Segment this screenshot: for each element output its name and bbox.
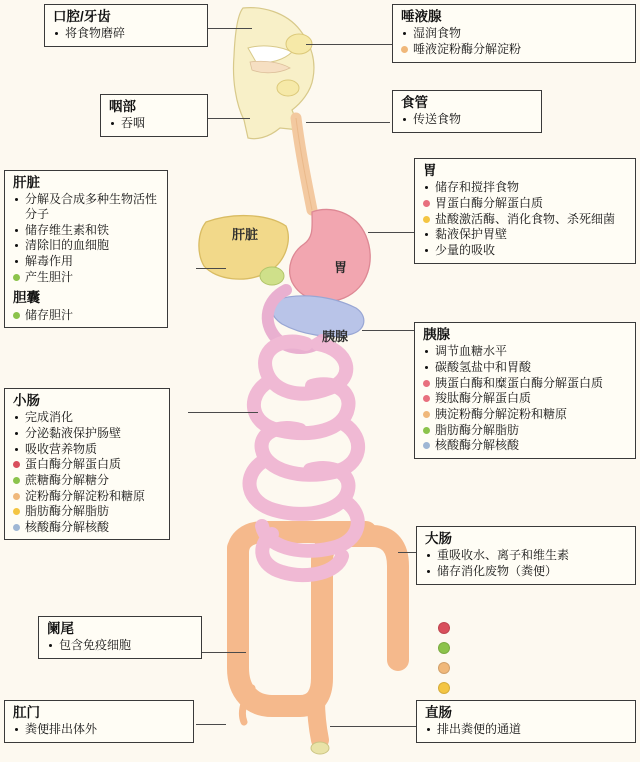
list-item bbox=[421, 391, 629, 406]
list-item bbox=[421, 227, 629, 242]
callout-small-intestine-list bbox=[11, 410, 163, 534]
bullet-dot bbox=[15, 416, 18, 419]
list-item-text: 胰蛋白酶和糜蛋白酶分解蛋白质 bbox=[435, 375, 604, 390]
callout-liver bbox=[4, 170, 168, 328]
leader-line-stomach bbox=[368, 232, 416, 233]
organ-label-pancreas: 胰腺 bbox=[322, 329, 349, 344]
bullet-dot-nucleic bbox=[13, 524, 20, 531]
list-item bbox=[421, 212, 629, 227]
list-item bbox=[399, 26, 629, 41]
callout-mouth-list bbox=[51, 26, 201, 41]
list-item-text: 解毒作用 bbox=[25, 253, 74, 268]
callout-pancreas-list bbox=[421, 344, 629, 452]
list-item-text: 湿润食物 bbox=[413, 26, 462, 41]
leader-line-pancreas bbox=[362, 330, 416, 331]
callout-rectum-title: 直肠 bbox=[425, 705, 452, 720]
callout-pharynx-list bbox=[107, 116, 201, 131]
list-item-text: 包含免疫细胞 bbox=[59, 638, 132, 653]
leader-line-esophagus bbox=[306, 122, 390, 123]
list-item bbox=[421, 438, 629, 453]
bullet-dot-protein bbox=[423, 395, 430, 402]
bullet-dot-fat bbox=[13, 508, 20, 515]
list-item bbox=[45, 638, 195, 653]
bullet-dot bbox=[425, 350, 428, 353]
callout-salivary-title: 唾液腺 bbox=[401, 9, 442, 24]
list-item bbox=[11, 270, 161, 285]
list-item bbox=[423, 722, 629, 737]
list-item-text: 完成消化 bbox=[25, 410, 74, 425]
bullet-dot-starch bbox=[423, 411, 430, 418]
legend-dot-starch-enzyme bbox=[438, 662, 450, 674]
list-item-text: 胃蛋白酶分解蛋白质 bbox=[435, 196, 544, 211]
bullet-dot bbox=[15, 244, 18, 247]
leader-line-large-intestine bbox=[398, 552, 416, 553]
organ-label-stomach: 胃 bbox=[334, 260, 348, 275]
callout-large-intestine-list bbox=[423, 548, 629, 578]
list-item bbox=[107, 116, 201, 131]
legend-dot-sugar-enzyme bbox=[438, 642, 450, 654]
list-item bbox=[11, 442, 163, 457]
leader-line-rectum bbox=[330, 726, 416, 727]
pancreas-shape bbox=[271, 296, 364, 337]
list-item-text: 脂肪酶分解脂肪 bbox=[435, 422, 520, 437]
list-item bbox=[421, 344, 629, 359]
list-item-text: 羧肽酶分解蛋白质 bbox=[435, 391, 532, 406]
leader-line-anus bbox=[196, 724, 226, 725]
callout-gallbladder-title: 胆囊 bbox=[13, 290, 40, 306]
callout-anus bbox=[4, 700, 194, 743]
list-item-text: 胰淀粉酶分解淀粉和糖原 bbox=[435, 406, 568, 421]
bullet-dot-protein bbox=[423, 380, 430, 387]
list-item bbox=[421, 196, 629, 211]
callout-pancreas bbox=[414, 322, 636, 459]
list-item bbox=[11, 504, 163, 519]
bullet-dot bbox=[427, 570, 430, 573]
bullet-dot-bile bbox=[13, 312, 20, 319]
list-item bbox=[399, 42, 629, 57]
list-item-text: 核酸酶分解核酸 bbox=[25, 519, 110, 534]
bullet-dot bbox=[427, 554, 430, 557]
list-item bbox=[11, 426, 163, 441]
list-item bbox=[11, 192, 161, 221]
list-item-text: 储存消化废物（粪便） bbox=[437, 564, 558, 579]
list-item-text: 传送食物 bbox=[413, 112, 462, 127]
callout-stomach-list bbox=[421, 180, 629, 257]
list-item bbox=[11, 520, 163, 535]
list-item bbox=[421, 407, 629, 422]
callout-pharynx bbox=[100, 94, 208, 137]
bullet-dot-starch bbox=[13, 493, 20, 500]
leader-line-mouth bbox=[208, 28, 252, 29]
list-item-text: 蔗糖酶分解糖分 bbox=[25, 472, 110, 487]
list-item-text: 淀粉酶分解淀粉和糖原 bbox=[25, 488, 146, 503]
bullet-dot-starch bbox=[401, 46, 408, 53]
list-item bbox=[11, 722, 187, 737]
list-item-text: 碳酸氢盐中和胃酸 bbox=[435, 360, 532, 375]
list-item bbox=[423, 564, 629, 579]
list-item-text: 黏液保护胃壁 bbox=[435, 227, 508, 242]
callout-large-intestine bbox=[416, 526, 636, 585]
callout-salivary-list bbox=[399, 26, 629, 56]
list-item-text: 盐酸激活酶、消化食物、杀死细菌 bbox=[435, 211, 616, 226]
list-item-text: 核酸酶分解核酸 bbox=[435, 438, 520, 453]
list-item-text: 吸收营养物质 bbox=[25, 441, 98, 456]
list-item-text: 重吸收水、离子和维生素 bbox=[437, 548, 570, 563]
list-item bbox=[399, 112, 535, 127]
bullet-dot-nucleic bbox=[423, 442, 430, 449]
list-item bbox=[51, 26, 201, 41]
bullet-dot bbox=[425, 366, 428, 369]
callout-liver-title: 肝脏 bbox=[13, 175, 40, 190]
leader-line-pharynx bbox=[208, 118, 250, 119]
organ-label-liver: 肝脏 bbox=[232, 227, 259, 242]
callout-liver-list bbox=[11, 192, 161, 284]
list-item bbox=[421, 180, 629, 195]
list-item-text: 蛋白酶分解蛋白质 bbox=[25, 457, 122, 472]
callout-stomach-title: 胃 bbox=[423, 163, 437, 178]
leader-line-appendix bbox=[202, 652, 246, 653]
bullet-dot-sugar bbox=[13, 477, 20, 484]
callout-mouth bbox=[44, 4, 208, 47]
callout-pancreas-title: 胰腺 bbox=[423, 327, 450, 342]
callout-pharynx-title: 咽部 bbox=[109, 99, 136, 114]
list-item-text: 粪便排出体外 bbox=[25, 722, 98, 737]
gallbladder-shape bbox=[260, 267, 284, 285]
list-item-text: 将食物磨碎 bbox=[65, 26, 126, 41]
bullet-dot-protein bbox=[423, 200, 430, 207]
list-item-text: 储存和搅拌食物 bbox=[435, 180, 520, 195]
list-item-text: 调节血糖水平 bbox=[435, 344, 508, 359]
list-item bbox=[11, 223, 161, 238]
callout-stomach bbox=[414, 158, 636, 264]
bullet-dot bbox=[49, 644, 52, 647]
list-item-text: 储存胆汁 bbox=[25, 307, 74, 322]
bullet-dot bbox=[425, 186, 428, 189]
bullet-dot bbox=[425, 233, 428, 236]
list-item bbox=[11, 457, 163, 472]
list-item-text: 排出粪便的通道 bbox=[437, 722, 522, 737]
bullet-dot bbox=[15, 448, 18, 451]
callout-large-intestine-title: 大肠 bbox=[425, 531, 452, 546]
list-item-text: 产生胆汁 bbox=[25, 269, 74, 284]
list-item-text: 储存维生素和铁 bbox=[25, 222, 110, 237]
list-item bbox=[11, 489, 163, 504]
list-item bbox=[11, 410, 163, 425]
bullet-dot bbox=[15, 229, 18, 232]
callout-appendix bbox=[38, 616, 202, 659]
callout-mouth-title: 口腔/牙齿 bbox=[53, 9, 111, 24]
callout-gallbladder-list bbox=[11, 308, 161, 323]
anus-shape bbox=[311, 742, 329, 754]
bullet-dot bbox=[15, 198, 18, 201]
list-item bbox=[421, 376, 629, 391]
callout-esophagus-list bbox=[399, 112, 535, 127]
callout-appendix-title: 阑尾 bbox=[47, 621, 74, 636]
rectum-shape bbox=[316, 700, 320, 740]
legend-dot-protein-enzyme bbox=[438, 622, 450, 634]
list-item-text: 分解及合成多种生物活性分子 bbox=[25, 192, 158, 222]
list-item bbox=[11, 473, 163, 488]
stomach-shape bbox=[290, 209, 371, 301]
list-item bbox=[423, 548, 629, 563]
callout-esophagus bbox=[392, 90, 542, 133]
callout-small-intestine bbox=[4, 388, 170, 540]
bullet-dot-acid bbox=[423, 216, 430, 223]
callout-rectum-list bbox=[423, 722, 629, 737]
callout-salivary bbox=[392, 4, 636, 63]
list-item-text: 清除旧的血细胞 bbox=[25, 238, 110, 253]
bullet-dot-bile bbox=[13, 274, 20, 281]
list-item-text: 少量的吸收 bbox=[435, 242, 496, 257]
bullet-dot bbox=[111, 122, 114, 125]
leader-line-salivary bbox=[306, 44, 392, 45]
list-item-text: 吞咽 bbox=[121, 116, 146, 131]
leader-line-small-intestine bbox=[188, 412, 258, 413]
bullet-dot bbox=[425, 249, 428, 252]
bullet-dot bbox=[427, 728, 430, 731]
leader-line-liver bbox=[196, 268, 226, 269]
list-item-text: 唾液淀粉酶分解淀粉 bbox=[413, 42, 522, 57]
bullet-dot bbox=[403, 118, 406, 121]
callout-esophagus-title: 食管 bbox=[401, 95, 428, 110]
callout-rectum bbox=[416, 700, 636, 743]
list-item bbox=[421, 360, 629, 375]
list-item-text: 分泌黏液保护肠壁 bbox=[25, 426, 122, 441]
list-item bbox=[11, 254, 161, 269]
list-item bbox=[11, 308, 161, 323]
legend-dot-fat-enzyme bbox=[438, 682, 450, 694]
bullet-dot-fat bbox=[423, 427, 430, 434]
callout-anus-list bbox=[11, 722, 187, 737]
callout-appendix-list bbox=[45, 638, 195, 653]
bullet-dot bbox=[15, 260, 18, 263]
bullet-dot-protein bbox=[13, 461, 20, 468]
bullet-dot bbox=[15, 432, 18, 435]
list-item bbox=[421, 423, 629, 438]
callout-anus-title: 肛门 bbox=[13, 705, 40, 720]
bullet-dot bbox=[15, 728, 18, 731]
callout-small-intestine-title: 小肠 bbox=[13, 393, 40, 408]
list-item bbox=[11, 238, 161, 253]
bullet-dot bbox=[403, 32, 406, 35]
list-item-text: 脂肪酶分解脂肪 bbox=[25, 504, 110, 519]
salivary-gland-lower-shape bbox=[277, 80, 299, 96]
list-item bbox=[421, 243, 629, 258]
bullet-dot bbox=[55, 32, 58, 35]
